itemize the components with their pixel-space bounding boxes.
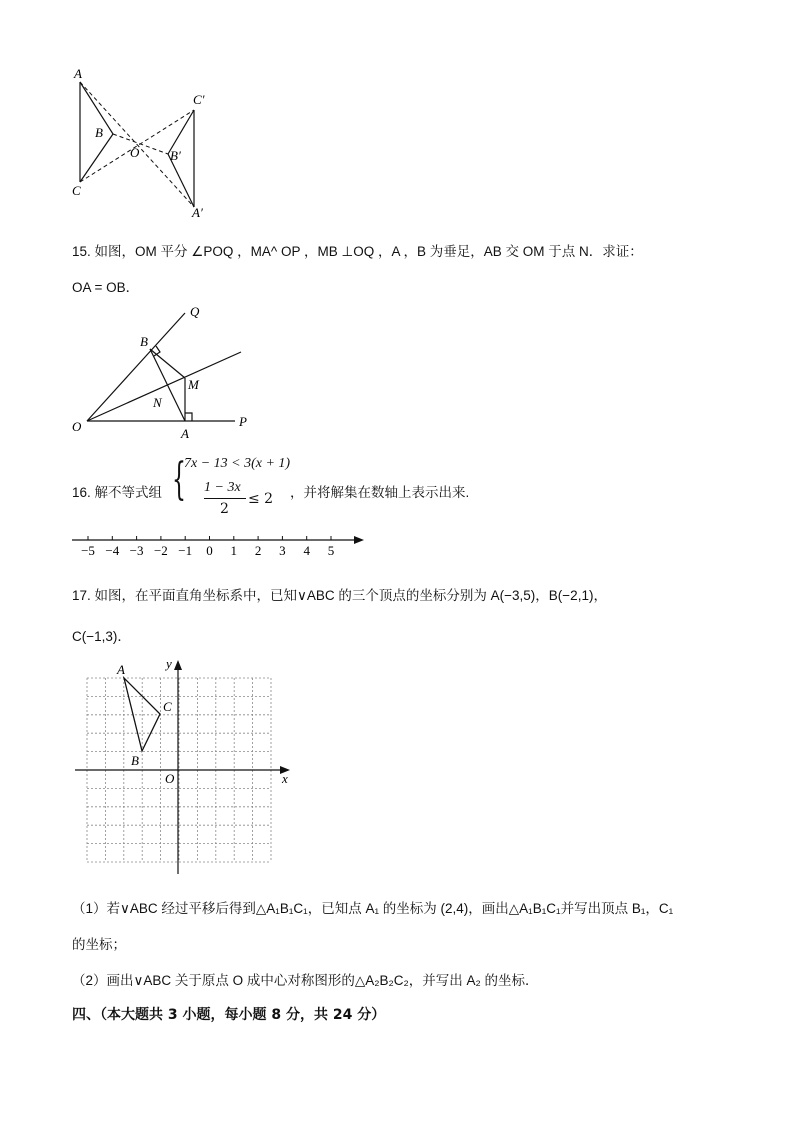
section-4-heading: 四、（本大题共 3 小题，每小题 8 分，共 24 分） <box>72 1007 386 1023</box>
fig14-label-Ap: A′ <box>192 205 203 220</box>
fig15-label-N: N <box>153 395 162 410</box>
figure-17-coordinate-grid <box>70 656 300 881</box>
fig15-label-A: A <box>181 426 189 441</box>
fig17-label-C: C <box>163 699 172 714</box>
fig17-label-x: x <box>282 771 288 786</box>
fig15-label-M: M <box>188 377 199 392</box>
q17-sub2: （2）画出∨ABC 关于原点 O 成中心对称图形的△A₂B₂C₂，并写出 A₂ 的坐标． <box>72 973 539 988</box>
fig15-label-Q: Q <box>190 304 200 319</box>
q17-sub1-line2: 的坐标； <box>72 937 126 952</box>
q16-ineq2-relation: ≤ 2 <box>248 491 274 507</box>
fig17-label-O: O <box>165 771 175 786</box>
fig14-label-Cp: C′ <box>193 92 205 107</box>
number-line-label: −3 <box>129 543 144 558</box>
fig14-label-O: O <box>130 145 140 160</box>
fig15-label-P: P <box>239 414 247 429</box>
fig15-label-B: B <box>140 334 148 349</box>
fig17-label-A: A <box>117 662 125 677</box>
number-line-label: 4 <box>303 543 310 558</box>
fig15-label-O: O <box>72 419 82 434</box>
q16-fraction-bar <box>204 498 246 499</box>
number-line-label: −5 <box>81 543 95 558</box>
fig14-label-A: A <box>74 66 82 81</box>
fig17-label-y: y <box>166 656 172 671</box>
number-line-label: −1 <box>178 543 193 558</box>
number-line-label: 3 <box>279 543 286 558</box>
figure-14 <box>60 62 220 222</box>
q16-suffix: ，并将解集在数轴上表示出来. <box>290 485 470 500</box>
q16-prefix: 16. 解不等式组 <box>72 485 163 500</box>
number-line <box>70 530 370 562</box>
fig14-label-C: C <box>72 183 81 198</box>
number-line-label: 1 <box>230 543 238 558</box>
q17-line1: 17. 如图，在平面直角坐标系中，已知∨ABC 的三个顶点的坐标分别为 A(−3,5)，B(−2,1)， <box>72 588 607 603</box>
q15-line2: OA = OB． <box>72 280 140 295</box>
q16-inequality-1: 7x − 13 < 3(x + 1) <box>184 456 291 471</box>
number-line-label: −4 <box>105 543 120 558</box>
number-line-label: −2 <box>153 543 168 558</box>
q15-line1: 15. 如图，OM 平分 ∠POQ ，MA^ OP ，MB ⊥OQ ，A ，B 为垂足，AB 交 OM 于点 N．求证： <box>72 244 643 259</box>
fig14-label-B: B <box>95 125 103 140</box>
q17-line2: C(−1,3)． <box>72 629 131 644</box>
number-line-label: 0 <box>206 543 213 558</box>
fig17-label-B: B <box>131 753 139 768</box>
fig14-label-Bp: B′ <box>170 148 181 163</box>
q17-sub1-line1: （1）若∨ABC 经过平移后得到△A₁B₁C₁，已知点 A₁ 的坐标为 (2,4)，画出△A₁B₁C₁并写出顶点 B₁，C₁ <box>72 901 674 916</box>
q16-ineq2-numerator: 1 − 3x <box>204 480 241 495</box>
number-line-label: 2 <box>254 543 262 558</box>
q16-ineq2-denominator: 2 <box>220 501 229 517</box>
figure-15 <box>65 300 265 445</box>
q16-brace: { <box>172 454 186 505</box>
number-line-label: 5 <box>327 543 335 558</box>
